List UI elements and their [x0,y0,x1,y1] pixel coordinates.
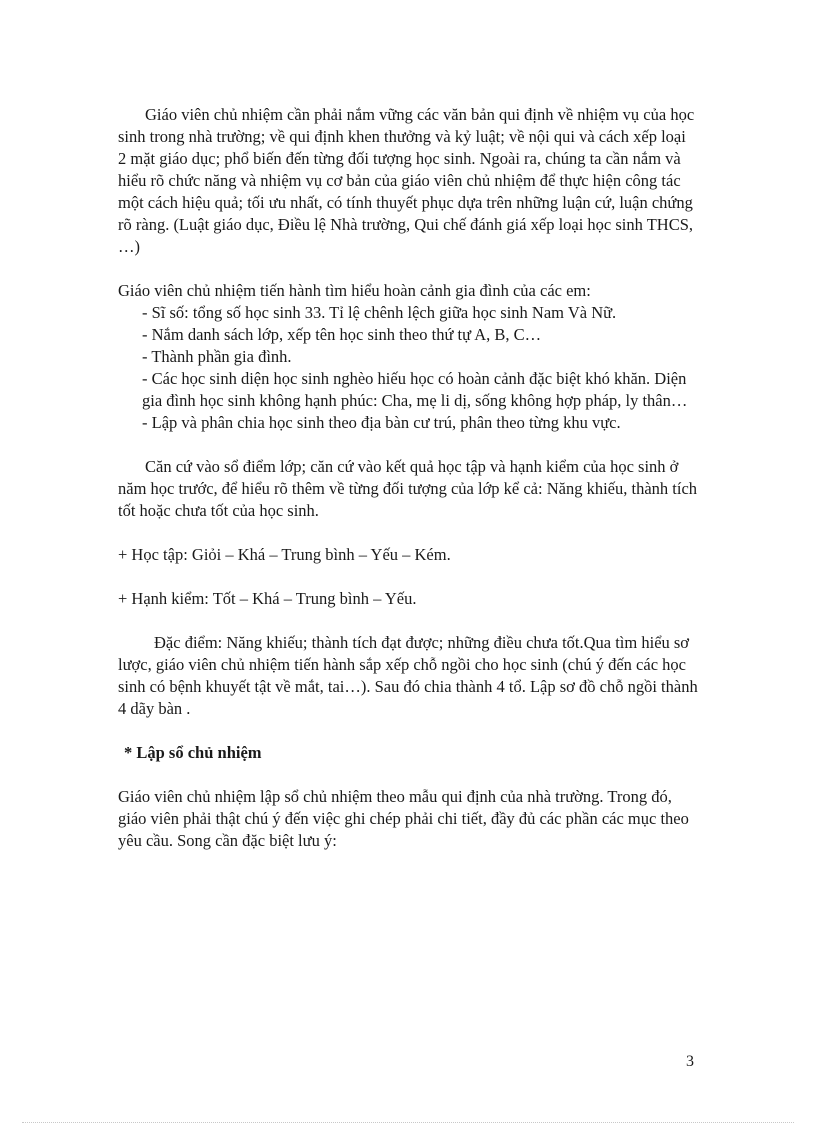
page-number: 3 [686,1053,694,1070]
homeroom-book-paragraph: Giáo viên chủ nhiệm lập sổ chủ nhiệm theo mẫu qui định của nhà trường. Trong đó, giáo viên phải thật chú ý đến việc ghi chép phải chi tiết, đầy đủ các phần các mục theo yêu cầu. Song cần đặc biệt lưu ý: [118,787,689,850]
grade-conduct-line: + Hạnh kiểm: Tốt – Khá – Trung bình – Yếu. [118,589,417,608]
bullet-class-list: - Nắm danh sách lớp, xếp tên học sinh theo thứ tự A, B, C… [142,325,542,344]
bullet-disadvantaged-students: - Các học sinh diện học sinh nghèo hiếu học có hoàn cảnh đặc biệt khó khăn. Diện gia đình học sinh không hạnh phúc: Cha, mẹ li dị, sống không hợp pháp, ly thân… [142,369,688,410]
grade-study-line: + Học tập: Giỏi – Khá – Trung bình – Yếu – Kém. [118,545,451,564]
section-heading: * Lập sổ chủ nhiệm [124,743,262,762]
bullet-family-background: - Thành phần gia đình. [142,347,292,366]
intro-paragraph: Giáo viên chủ nhiệm cần phải nắm vững các văn bản qui định về nhiệm vụ của học sinh trong nhà trường; về qui định khen thưởng và kỷ luật; về nội qui và cách xếp loại 2 mặt giáo dục; phổ biến đến từng đối tượng học sinh. Ngoài ra, chúng ta cần nắm và hiểu rõ chức năng và nhiệm vụ cơ bản của giáo viên chủ nhiệm để thực hiện công tác một cách hiệu quả; tối ưu nhất, có tính thuyết phục dựa trên những luận cứ, luận chứng rõ ràng. (Luật giáo dục, Điều lệ Nhà trường, Qui chế đánh giá xếp loại học sinh THCS, …) [118,105,695,256]
characteristics-paragraph: Đặc điểm: Năng khiếu; thành tích đạt được; những điều chưa tốt.Qua tìm hiểu sơ lược, giáo viên chủ nhiệm tiến hành sắp xếp chỗ ngồi cho học sinh (chú ý đến các học sinh có bệnh khuyết tật về mắt, tai…). Sau đó chia thành 4 tổ. Lập sơ đồ chỗ ngồi thành 4 dãy bàn . [118,633,698,718]
page-content [118,104,698,852]
family-survey-paragraph: Giáo viên chủ nhiệm tiến hành tìm hiểu hoàn cảnh gia đình của các em: [118,281,591,300]
grade-book-paragraph: Căn cứ vào sổ điểm lớp; căn cứ vào kết quả học tập và hạnh kiểm của học sinh ở năm học trước, để hiểu rõ thêm về từng đối tượng của lớp kể cả: Năng khiếu, thành tích tốt hoặc chưa tốt của học sinh. [118,457,698,520]
bullet-class-size: - Sĩ số: tổng số học sinh 33. Tỉ lệ chênh lệch giữa học sinh Nam Và Nữ. [142,303,617,322]
bullet-residence-area: - Lập và phân chia học sinh theo địa bàn cư trú, phân theo từng khu vực. [142,413,621,432]
